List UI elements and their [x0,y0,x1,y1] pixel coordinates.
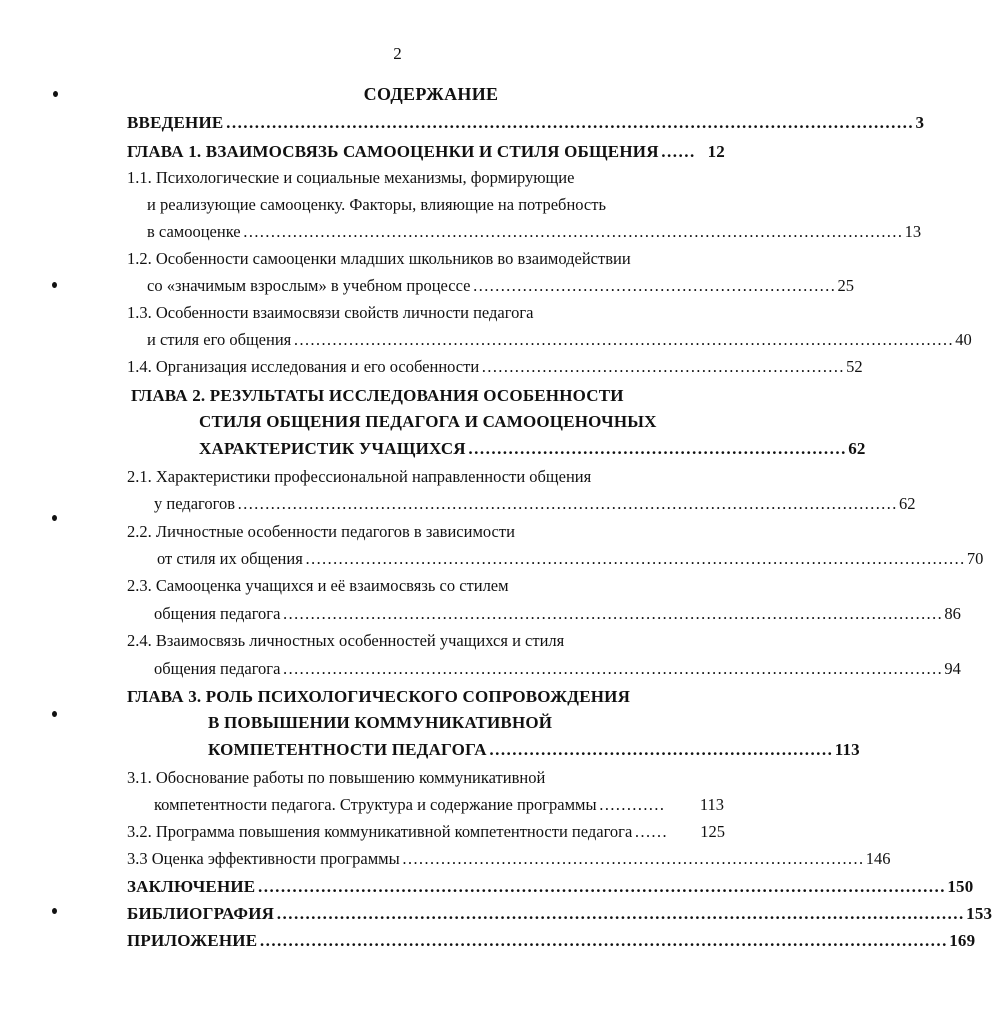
margin-mark [52,282,57,288]
toc-title: СОДЕРЖАНИЕ [363,84,499,104]
entry-text: 1.1. Психологические и социальные механизмы, формирующие [127,168,575,187]
toc-entry-2-2[interactable] [127,518,725,545]
toc-entry-chapter-3[interactable] [127,683,725,710]
entry-text: БИБЛИОГРАФИЯ [127,904,275,923]
leader-dots: ………………………………………………………………………………………………………… [225,113,914,132]
toc-entry-chapter-3-line-3 [208,736,860,763]
leader-dots: ………………………………………………………………………………………………………… [282,604,943,623]
toc-entry-1-4[interactable] [127,353,863,380]
entry-text: 2.3. Самооценка учащихся и её взаимосвязь со стилем [127,576,509,595]
toc-entry-chapter-2-line-3 [199,435,866,462]
entry-text: 1.4. Организация исследования и его особенности [127,357,480,376]
toc-entry-conclusion[interactable] [127,873,974,900]
entry-page: 146 [865,849,891,868]
toc-entry-1-2-line-2 [147,272,854,299]
entry-text: 1.3. Особенности взаимосвязи свойств личности педагога [127,303,534,322]
entry-text: ХАРАКТЕРИСТИК УЧАЩИХСЯ [199,439,466,458]
entry-text: и реализующие самооценку. Факторы, влияющие на потребность [147,195,606,214]
entry-page: 62 [899,494,916,513]
entry-text: ЗАКЛЮЧЕНИЕ [127,877,256,896]
entry-text: ГЛАВА 1. ВЗАИМОСВЯЗЬ САМООЦЕНКИ И СТИЛЯ ОБЩЕНИЯ [127,142,659,161]
entry-text: 3.1. Обоснование работы по повышению коммуникативной [127,768,546,787]
toc-entry-2-3-line-2 [154,600,961,627]
entry-text: ГЛАВА 2. РЕЗУЛЬТАТЫ ИССЛЕДОВАНИЯ ОСОБЕННОСТИ [131,386,624,405]
margin-mark [52,515,57,521]
entry-text: КОМПЕТЕНТНОСТИ ПЕДАГОГА [208,740,487,759]
entry-text: 3.3 Оценка эффективности программы [127,849,400,868]
leader-dots: ………… [598,795,665,814]
entry-page: 113 [699,795,724,814]
entry-text: В ПОВЫШЕНИИ КОММУНИКАТИВНОЙ [208,713,553,732]
entry-text: от стиля их общения [157,549,303,568]
margin-mark [52,711,57,717]
entry-text: 1.2. Особенности самооценки младших школьников во взаимодействии [127,249,631,268]
toc-entry-2-4-line-2 [154,655,961,682]
entry-page: 62 [848,439,866,458]
leader-dots: ………………………………………………………………………………………………………… [242,222,903,241]
entry-page: 169 [949,931,976,950]
entry-page: 12 [707,142,725,161]
leader-dots: ………………………………………………………………………………………………………… [276,904,965,923]
entry-page: 25 [837,276,854,295]
toc-entry-2-1-line-2 [154,490,916,517]
toc-entry-appendix[interactable] [127,927,976,954]
toc-entry-2-2-line-2 [157,545,984,572]
entry-page: 113 [834,740,860,759]
entry-text: 2.4. Взаимосвязь личностных особенностей учащихся и стиля [127,631,565,650]
entry-page: 70 [966,549,984,568]
entry-text: в самооценке [147,222,241,241]
entry-page: 153 [966,904,992,923]
leader-dots: ………………………………………………………… [467,439,847,458]
entry-text: общения педагога [154,604,281,623]
leader-dots: ………………………………………………………………………………………………………… [293,330,954,349]
toc-entry-1-3[interactable] [127,299,725,326]
toc-entry-1-2[interactable] [127,245,725,272]
leader-dots: ………………………………………………………………………… [401,849,864,868]
entry-text: общения педагога [154,659,281,678]
entry-page: 150 [947,877,974,896]
toc-entry-2-4[interactable] [127,627,725,654]
entry-text: 3.2. Программа повышения коммуникативной компетентности педагога [127,822,633,841]
leader-dots: …………………………………………………… [488,740,833,759]
entry-page: 125 [700,822,725,841]
entry-page: 13 [904,222,922,241]
toc-entry-3-3[interactable] [127,845,891,872]
toc-entry-2-1[interactable] [127,463,725,490]
toc-entry-introduction[interactable] [127,109,925,136]
toc-entry-chapter-1[interactable] [127,138,725,165]
leader-dots: ………………………………………………………………………………………………………… [257,877,946,896]
toc-entry-chapter-2-line-2 [199,408,725,435]
entry-text: 2.2. Личностные особенности педагогов в зависимости [127,522,515,541]
entry-text: ПРИЛОЖЕНИЕ [127,931,258,950]
toc-entry-1-3-line-2 [147,326,972,353]
toc-entry-1-1-line-2 [147,191,725,218]
page-number: 2 [393,44,402,63]
toc-entry-3-1[interactable] [127,764,725,791]
toc-entry-chapter-3-line-2 [208,709,725,736]
entry-text: ВВЕДЕНИЕ [127,113,224,132]
margin-mark [52,908,57,914]
leader-dots: ………………………………………………………………………………………………………… [259,931,948,950]
toc-entry-1-1[interactable] [127,164,725,191]
entry-text: у педагогов [154,494,236,513]
toc-entry-chapter-2[interactable] [131,382,725,409]
entry-page: 40 [955,330,972,349]
leader-dots: …… [660,142,696,161]
leader-dots: ………………………………………………………………………………………………………… [237,494,898,513]
entry-page: 52 [846,357,863,376]
leader-dots: ………………………………………………………… [481,357,845,376]
leader-dots: …… [634,822,668,841]
toc-entry-bibliography[interactable] [127,900,992,927]
entry-text: СТИЛЯ ОБЩЕНИЯ ПЕДАГОГА И САМООЦЕНОЧНЫХ [199,412,657,431]
toc-entry-2-3[interactable] [127,572,725,599]
entry-text: компетентности педагога. Структура и содержание программы [154,795,597,814]
toc-entry-1-1-line-3 [147,218,922,245]
leader-dots: ………………………………………………………………………………………………………… [304,549,965,568]
entry-page: 3 [915,113,925,132]
leader-dots: ………………………………………………………… [472,276,836,295]
margin-mark [53,91,58,97]
toc-entry-3-2[interactable] [127,818,725,845]
entry-text: 2.1. Характеристики профессиональной направленности общения [127,467,592,486]
leader-dots: ………………………………………………………………………………………………………… [282,659,943,678]
entry-text: ГЛАВА 3. РОЛЬ ПСИХОЛОГИЧЕСКОГО СОПРОВОЖДЕНИЯ [127,687,631,706]
entry-page: 94 [944,659,961,678]
entry-text: со «значимым взрослым» в учебном процессе [147,276,471,295]
toc-entry-3-1-line-2 [154,791,724,818]
entry-page: 86 [944,604,961,623]
entry-text: и стиля его общения [147,330,292,349]
